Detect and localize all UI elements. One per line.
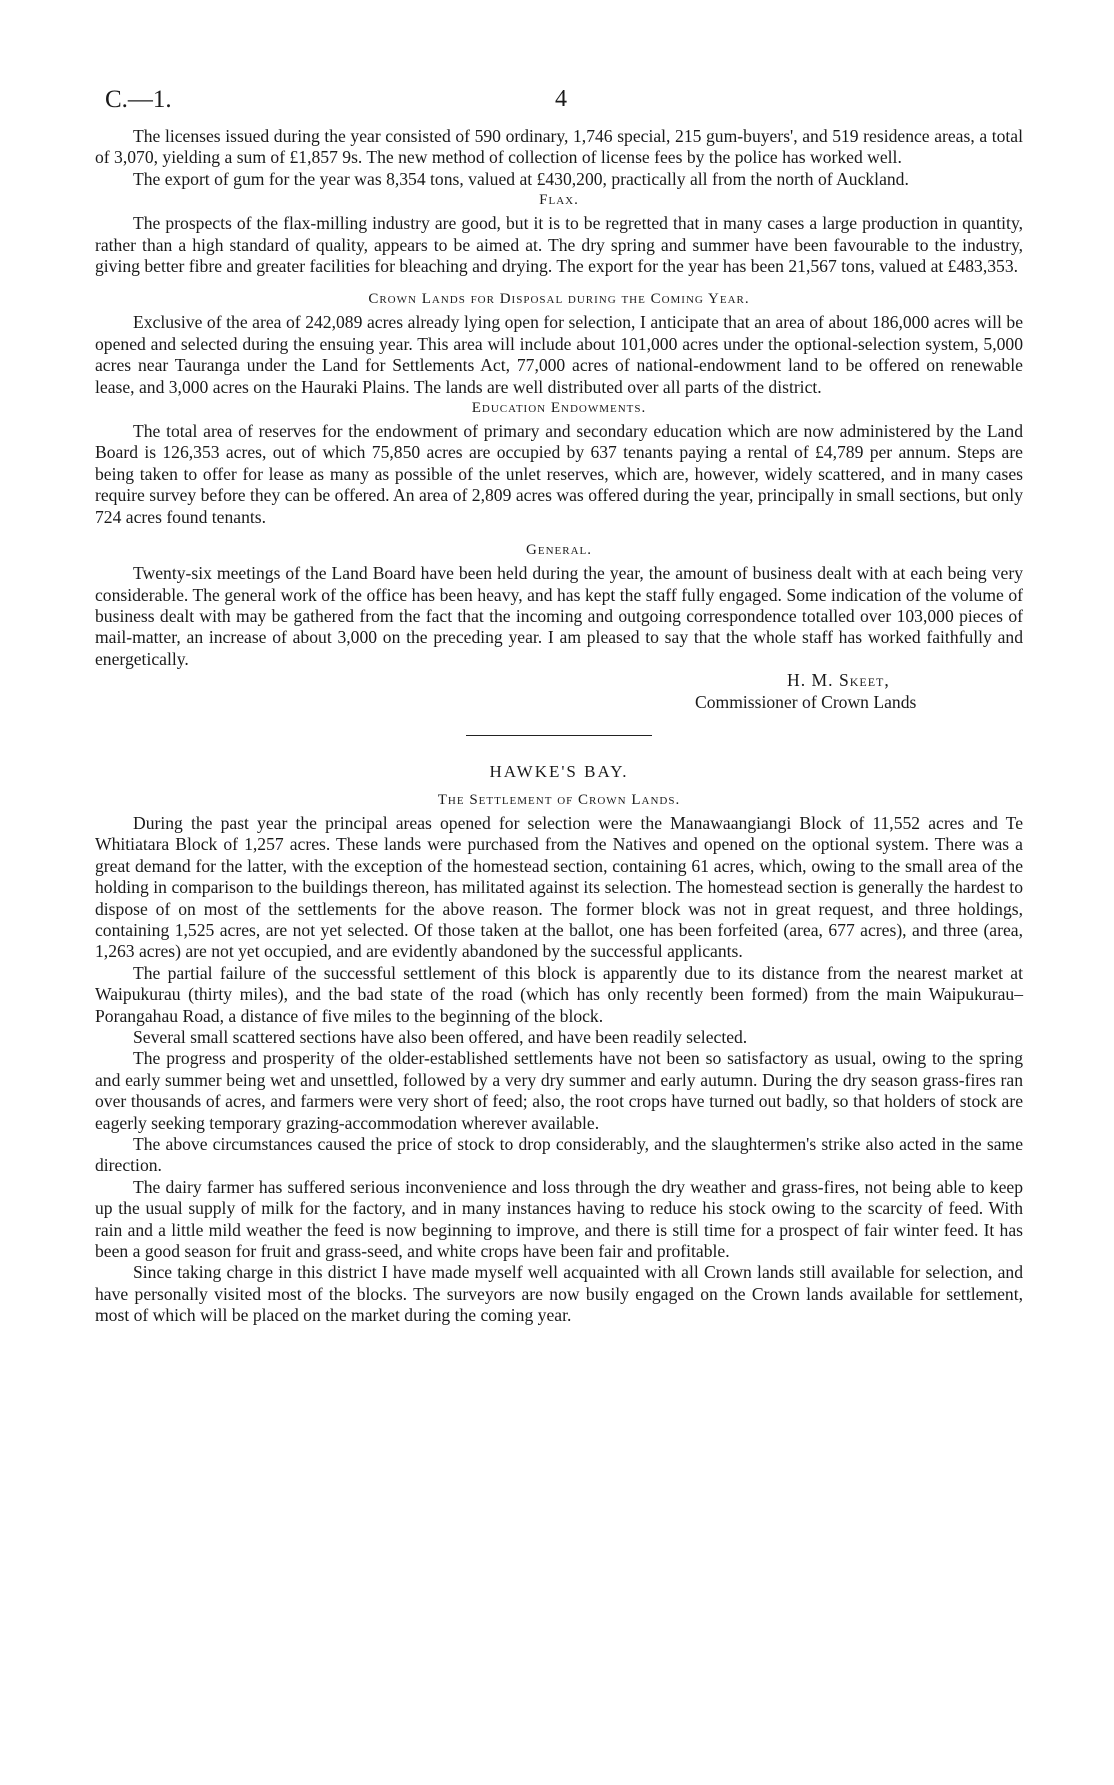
signatory-title: Commissioner of Crown Lands	[695, 691, 917, 712]
paragraph-gum-export: The export of gum for the year was 8,354 tons, valued at £430,200, practically all from the north of Auckland.	[133, 168, 909, 189]
heading-settlement-crown-lands: The Settlement of Crown Lands.	[437, 791, 681, 808]
heading-crown-lands-disposal: Crown Lands for Disposal during the Coming Year.	[368, 291, 750, 308]
section-divider	[466, 735, 652, 736]
paragraph-licenses: The licenses issued during the year consisted of 590 ordinary, 1,746 special, 215 gum-buyers', and 519 residence areas, a total of 3,070, yielding a sum of £1,857 9s. The new method of collection of license fees by the police has worked well.	[95, 126, 1023, 168]
paragraph-hb-partial-failure: The partial failure of the successful settlement of this block is apparently due to its distance from the nearest market at Waipukurau (thirty miles), and the bad state of the road (which has only recently been formed) from the main Waipukurau–Porangahau Road, a distance of five miles to the beginning of the block.	[95, 962, 1023, 1026]
paragraph-hb-progress: The progress and prosperity of the older-established settlements have not been so satisfactory as usual, owing to the spring and early summer being wet and unsettled, followed by a very dry summer and early autumn. During the dry season grass-fires ran over thousands of acres, and farmers were very short of feed; also, the root crops have turned out badly, so that holders of stock are eagerly seeking temporary grazing-accommodation wherever available.	[95, 1048, 1023, 1133]
paragraph-hb-surveyors: Since taking charge in this district I have made myself well acquainted with all Crown lands still available for selection, and have personally visited most of the blocks. The surveyors are now busily engaged on the Crown lands available for settlement, most of which will be placed on the market during the coming year.	[95, 1262, 1023, 1326]
signatory-name: H. M. Skeet,	[787, 670, 890, 691]
paragraph-crown-lands-disposal: Exclusive of the area of 242,089 acres already lying open for selection, I anticipate that an area of about 186,000 acres will be opened and selected during the ensuing year. This area will include about 101,000 acres under the optional-selection system, 5,000 acres near Tauranga under the Land for Settlements Act, 77,000 acres of national-endowment land to be offered on renewable lease, and 3,000 acres on the Hauraki Plains. The lands are well distributed over all parts of the district.	[95, 312, 1023, 397]
paragraph-hb-small-sections: Several small scattered sections have also been offered, and have been readily selected.	[133, 1027, 748, 1047]
paragraph-flax: The prospects of the flax-milling industry are good, but it is to be regretted that in many cases a large production in quantity, rather than a high standard of quality, appears to be aimed at. The dry spring and summer have been favourable to the industry, giving better fibre and greater facilities for bleaching and drying. The export for the year has been 21,567 tons, valued at £483,353.	[95, 213, 1023, 277]
paragraph-hb-stock-price: The above circumstances caused the price of stock to drop considerably, and the slaughtermen's strike also acted in the same direction.	[95, 1134, 1023, 1176]
paragraph-education-endowments: The total area of reserves for the endowment of primary and secondary education which are now administered by the Land Board is 126,353 acres, out of which 75,850 acres are occupied by 637 tenants paying a rental of £4,789 per annum. Steps are being taken to offer for lease as many as possible of the unlet reserves, which are, however, widely scattered, and in many cases require survey before they can be offered. An area of 2,809 acres was offered during the year, principally in small sections, but only 724 acres found tenants.	[95, 421, 1023, 527]
paragraph-general: Twenty-six meetings of the Land Board have been held during the year, the amount of business dealt with at each being very considerable. The general work of the office has been heavy, and has kept the staff fully engaged. Some indication of the volume of business dealt with may be gathered from the fact that the incoming and outgoing correspondence totalled over 103,000 pieces of mail-matter, an increase of about 3,000 on the preceding year. I am pleased to say that the whole staff has worked faithfully and energetically.	[95, 563, 1023, 669]
document-page	[95, 86, 1023, 1327]
heading-education-endowments: Education Endowments.	[471, 400, 647, 417]
heading-general: General.	[526, 542, 592, 559]
page-header	[95, 86, 1023, 126]
page-number: 4	[555, 86, 567, 112]
paragraph-hb-areas-opened: During the past year the principal areas opened for selection were the Manawaangiangi Block of 11,552 acres and Te Whitiatara Block of 1,257 acres. These lands were purchased from the Natives and opened on the optional system. There was a great demand for the latter, with the exception of the homestead section, containing 61 acres, which, owing to the small area of the holding in comparison to the buildings thereon, has militated against its selection. The homestead section is generally the hardest to dispose of on most of the settlements for the above reason. The former block was not in great request, and three holdings, containing 1,525 acres, are not yet selected. Of those taken at the ballot, one has been forfeited (area, 677 acres), and three (area, 1,263 acres) are not yet occupied, and are evidently abandoned by the successful applicants.	[95, 812, 1023, 962]
heading-flax: Flax.	[539, 192, 579, 209]
signature-block	[695, 670, 1023, 713]
paragraph-hb-dairy: The dairy farmer has suffered serious inconvenience and loss through the dry weather and grass-fires, not being able to keep up the usual supply of milk for the factory, and in many instances having to reduce his stock owing to the scarcity of feed. With rain and a little mild weather the feed is now beginning to improve, and there is still time for a prospect of fair winter feed. It has been a good season for fruit and grass-seed, and white crops have been fair and profitable.	[95, 1176, 1023, 1262]
district-heading: HAWKE'S BAY.	[489, 761, 629, 781]
document-reference: C.—1.	[105, 86, 172, 113]
